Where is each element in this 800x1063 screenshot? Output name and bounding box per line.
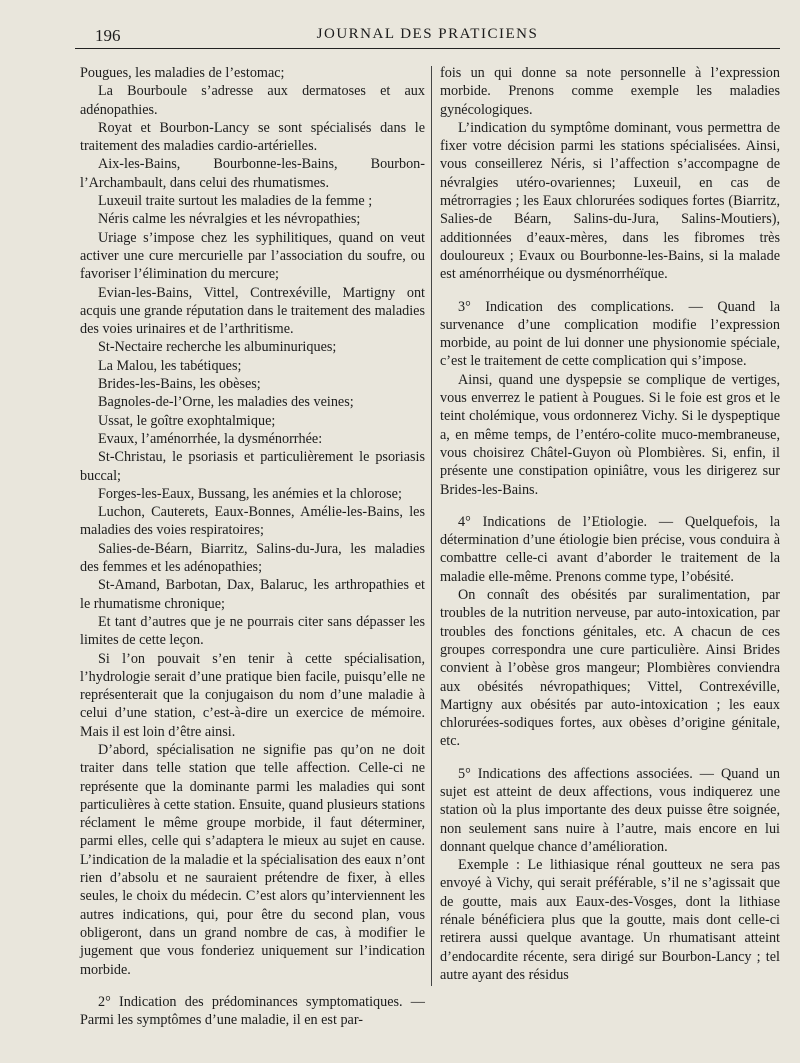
paragraph: Salies-de-Béarn, Biarritz, Salins-du-Jura, les maladies des femmes et les adénopathies; — [80, 540, 425, 576]
paragraph: L’indication du symptôme dominant, vous permettra de fixer votre décision parmi les stations spécialisées. Ainsi, vous conseillerez Néris, si l’affection s’accompagne de névralgies utéro-ovariennes; Luxeuil, en cas de métrorragies ; les Eaux chlorurées sodiques fortes (Biarritz, Salies-de Béarn, Salins-du-Jura, Salins-Moutiers), additionnées d’eaux-mères, dans les fibromes très douloureux ; Evaux ou Bourbonne-les-Bains, si la malade est aménorrhéique ou dysménorrhéïque. — [440, 119, 780, 283]
section-heading-paragraph: 5° Indications des affections associées. — Quand un sujet est atteint de deux affections, vous indiquerez une station où la plus importante des deux puisse être soignée, non seulement sans nuire à l’autre, mais encore en lui donnant quelque chance d’amélioration. — [440, 765, 780, 855]
paragraph: Brides-les-Bains, les obèses; — [98, 376, 261, 393]
left-column — [80, 64, 425, 1029]
column-divider — [431, 66, 432, 986]
paragraph: Exemple : Le lithiasique rénal goutteux ne sera pas envoyé à Vichy, qui serait préférable, s’il ne s’agissait que de goutte, mais aux Eaux-des-Vosges, dont la lithiase rénale bénéficiera plus que la goutte, mais dont celle-ci retirera aussi quelque avantage. Un rhumatisant atteint d’endocardite récente, sera dirigé sur Bourbon-Lancy ; tel autre ayant des résidus — [440, 857, 780, 983]
paragraph: fois un qui donne sa note personnelle à l’expression morbide. Prenons comme exemple les maladies gynécologiques. — [440, 65, 780, 118]
paragraph: Ainsi, quand une dyspepsie se complique de vertiges, vous enverrez le patient à Pougues. Si le foie est gros et le teint cholémique, vous ordonnerez Vichy. Si le dyspeptique a, en même temps, de l’entéro-colite muco-membraneuse, vous choisirez Châtel-Guyon où Plombières. Si, enfin, il présente une constipation opiniâtre, vous les dirigerez sur Brides-les-Bains. — [440, 371, 780, 498]
paragraph: Néris calme les névralgies et les névropathies; — [98, 211, 361, 228]
section-heading-paragraph: 4° Indications de l’Etiologie. — Quelquefois, la détermination d’une étiologie bien précise, vous conduira à combattre celle-ci avant d’aborder le traitement de la maladie elle-même. Prenons comme type, l’obésité. — [440, 513, 780, 585]
paragraph: Luchon, Cauterets, Eaux-Bonnes, Amélie-les-Bains, les maladies des voies respiratoires; — [80, 504, 425, 539]
page-number: 196 — [95, 26, 121, 45]
paragraph: St-Amand, Barbotan, Dax, Balaruc, les arthropathies et le rhumatisme chronique; — [80, 577, 425, 612]
paragraph: Aix-les-Bains, Bourbonne-les-Bains, Bourbon-l’Archambault, dans celui des rhumatismes. — [80, 156, 425, 191]
paragraph: Luxeuil traite surtout les maladies de la femme ; — [98, 193, 373, 210]
paragraph: Royat et Bourbon-Lancy se sont spécialisés dans le traitement des maladies cardio-artérielles. — [80, 119, 425, 155]
paragraph: Et tant d’autres que je ne pourrais citer sans dépasser les limites de cette leçon. — [80, 613, 425, 649]
paragraph: D’abord, spécialisation ne signifie pas qu’on ne doit traiter dans telle station que telle affection. Celle-ci ne représente que la dominante parmi les maladies qui sont particulières à cette station. Ensuite, quand plusieurs stations réclament le même groupe morbide, il faut déterminer, parmi elles, celle qui s’adaptera le mieux au sujet en cause. L’indication de la maladie et la spécialisation des eaux n’ont rien d’absolu et ne sauraient prétendre de fixer, à elles seules, le choix du médecin. C’est alors qu’interviennent les autres indications, qui, pour être du second plan, vous obligeront, dans un grand nombre de cas, à modifier le jugement que vous fonderiez uniquement sur l’indication morbide. — [80, 741, 425, 978]
paragraph: Evaux, l’aménorrhée, la dysménorrhée: — [98, 430, 323, 447]
paragraph: Uriage s’impose chez les syphilitiques, quand on veut activer une cure mercurielle par l’association du soufre, ou favoriser l’élimination du mercure; — [80, 229, 425, 283]
paragraph: Evian-les-Bains, Vittel, Contrexéville, Martigny ont acquis une grande réputation dans le traitement des maladies des voies urinaires et de l’arthritisme. — [80, 284, 425, 338]
paragraph: St-Nectaire recherche les albuminuriques; — [98, 339, 337, 356]
paragraph: Forges-les-Eaux, Bussang, les anémies et la chlorose; — [98, 485, 402, 502]
paragraph: Bagnoles-de-l’Orne, les maladies des veines; — [98, 394, 354, 411]
paragraph: Ussat, le goître exophtalmique; — [98, 412, 276, 429]
paragraph: St-Christau, le psoriasis et particulièrement le psoriasis buccal; — [80, 449, 425, 484]
paragraph: La Bourboule s’adresse aux dermatoses et aux adénopathies. — [80, 83, 425, 118]
right-column — [440, 64, 780, 984]
paragraph: Si l’on pouvait s’en tenir à cette spécialisation, l’hydrologie serait d’une pratique bien facile, puisqu’elle ne représenterait que la conjugaison du nom d’une maladie à celui d’une station, c’est-à-dire un exercice de mémoire. Mais il est loin d’être ainsi. — [80, 650, 425, 740]
section-heading-paragraph: 3° Indication des complications. — Quand la survenance d’une complication modifie l’expression morbide, au point de lui donner une physionomie spéciale, c’est le traitement de cette complication qui s’impose. — [440, 298, 780, 370]
running-title: JOURNAL DES PRATICIENS — [316, 26, 539, 42]
page-header — [75, 18, 780, 49]
paragraph: La Malou, les tabétiques; — [98, 357, 242, 374]
section-heading-paragraph: 2° Indication des prédominances symptomatiques. — Parmi les symptômes d’une maladie, il en est par- — [80, 993, 425, 1029]
paragraph: On connaît des obésités par suralimentation, par troubles de la nutrition nerveuse, par auto-intoxication, par troubles des fonctions génitales, etc. A chacun de ces groupes correspondra une cure particulière. Ainsi Brides convient à l’obèse gros mangeur; Plombières conviendra aux obésités névropathiques; Vittel, Contrexéville, Martigny aux obésités par auto-intoxication ; les eaux chlorurées-sodiques fortes, aux obèses d’origine génitale, etc. — [440, 587, 780, 750]
paragraph: Pougues, les maladies de l’estomac; — [80, 65, 285, 81]
